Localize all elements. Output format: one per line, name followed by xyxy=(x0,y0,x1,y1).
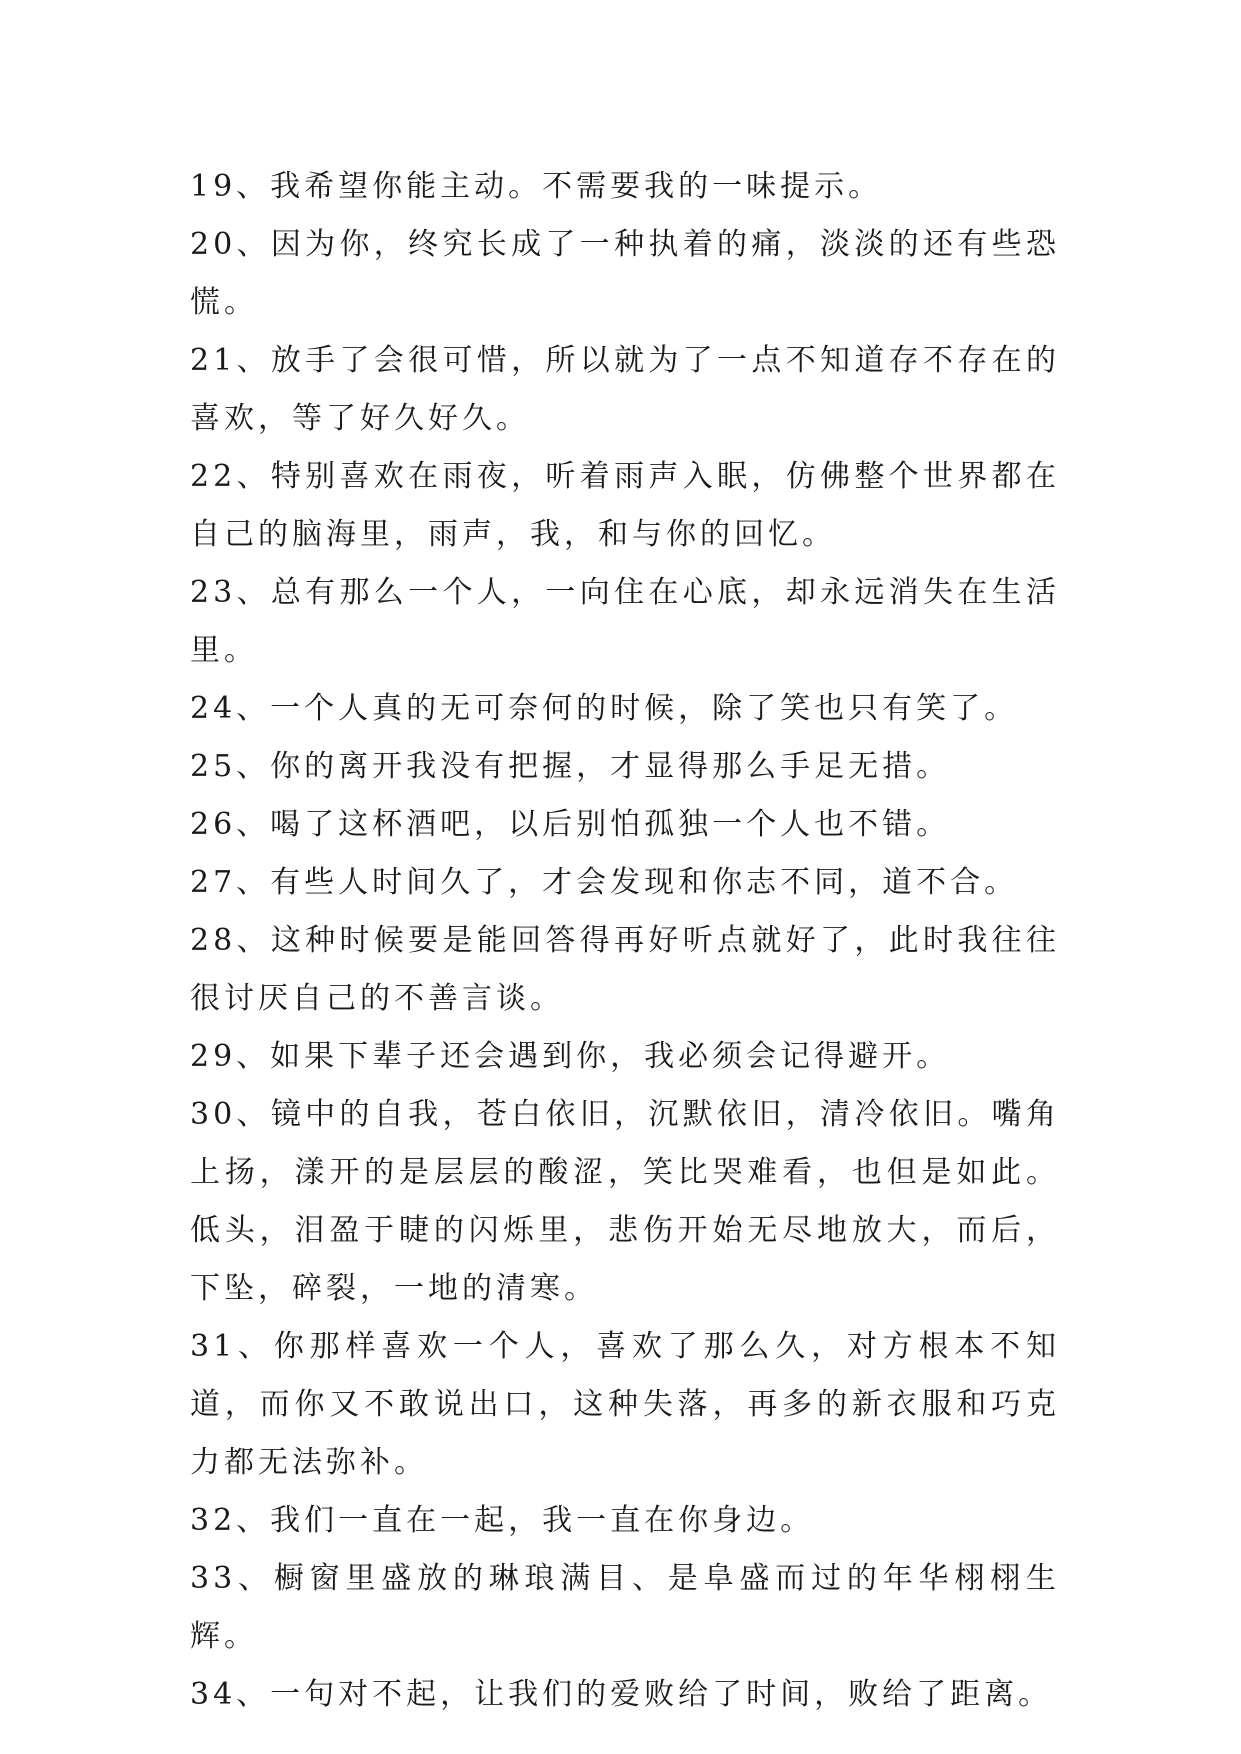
paragraph-19: 19、我希望你能主动。不需要我的一味提示。 xyxy=(190,169,883,204)
paragraph-34: 34、一句对不起，让我们的爱败给了时间，败给了距离。 xyxy=(190,1677,1053,1712)
paragraph-24: 24、一个人真的无可奈何的时候，除了笑也只有笑了。 xyxy=(190,691,1019,726)
paragraph-29: 29、如果下辈子还会遇到你，我必须会记得避开。 xyxy=(190,1039,951,1074)
paragraph-20: 20、因为你，终究长成了一种执着的痛，淡淡的还有些恐慌。 xyxy=(190,227,1060,320)
paragraph-25: 25、你的离开我没有把握，才显得那么手足无措。 xyxy=(190,749,951,784)
paragraph-22: 22、特别喜欢在雨夜，听着雨声入眠，仿佛整个世界都在自己的脑海里，雨声，我，和与你的回忆。 xyxy=(190,459,1060,552)
paragraph-21: 21、放手了会很可惜，所以就为了一点不知道存不存在的喜欢，等了好久好久。 xyxy=(190,343,1060,436)
paragraph-26: 26、喝了这杯酒吧，以后别怕孤独一个人也不错。 xyxy=(190,807,951,842)
paragraph-31: 31、你那样喜欢一个人，喜欢了那么久，对方根本不知道，而你又不敢说出口，这种失落，再多的新衣服和巧克力都无法弥补。 xyxy=(190,1329,1060,1480)
document-body xyxy=(190,158,1060,1724)
paragraph-32: 32、我们一直在一起，我一直在你身边。 xyxy=(190,1503,815,1538)
paragraph-23: 23、总有那么一个人，一向住在心底，却永远消失在生活里。 xyxy=(190,575,1060,668)
paragraph-28: 28、这种时候要是能回答得再好听点就好了，此时我往往很讨厌自己的不善言谈。 xyxy=(190,923,1060,1016)
paragraph-33: 33、橱窗里盛放的琳琅满目、是阜盛而过的年华栩栩生辉。 xyxy=(190,1561,1060,1654)
paragraph-30: 30、镜中的自我，苍白依旧，沉默依旧，清冷依旧。嘴角上扬，漾开的是层层的酸涩，笑比哭难看，也但是如此。低头，泪盈于睫的闪烁里，悲伤开始无尽地放大，而后，下坠，碎裂，一地的清寒。 xyxy=(190,1097,1060,1306)
paragraph-27: 27、有些人时间久了，才会发现和你志不同，道不合。 xyxy=(190,865,1019,900)
